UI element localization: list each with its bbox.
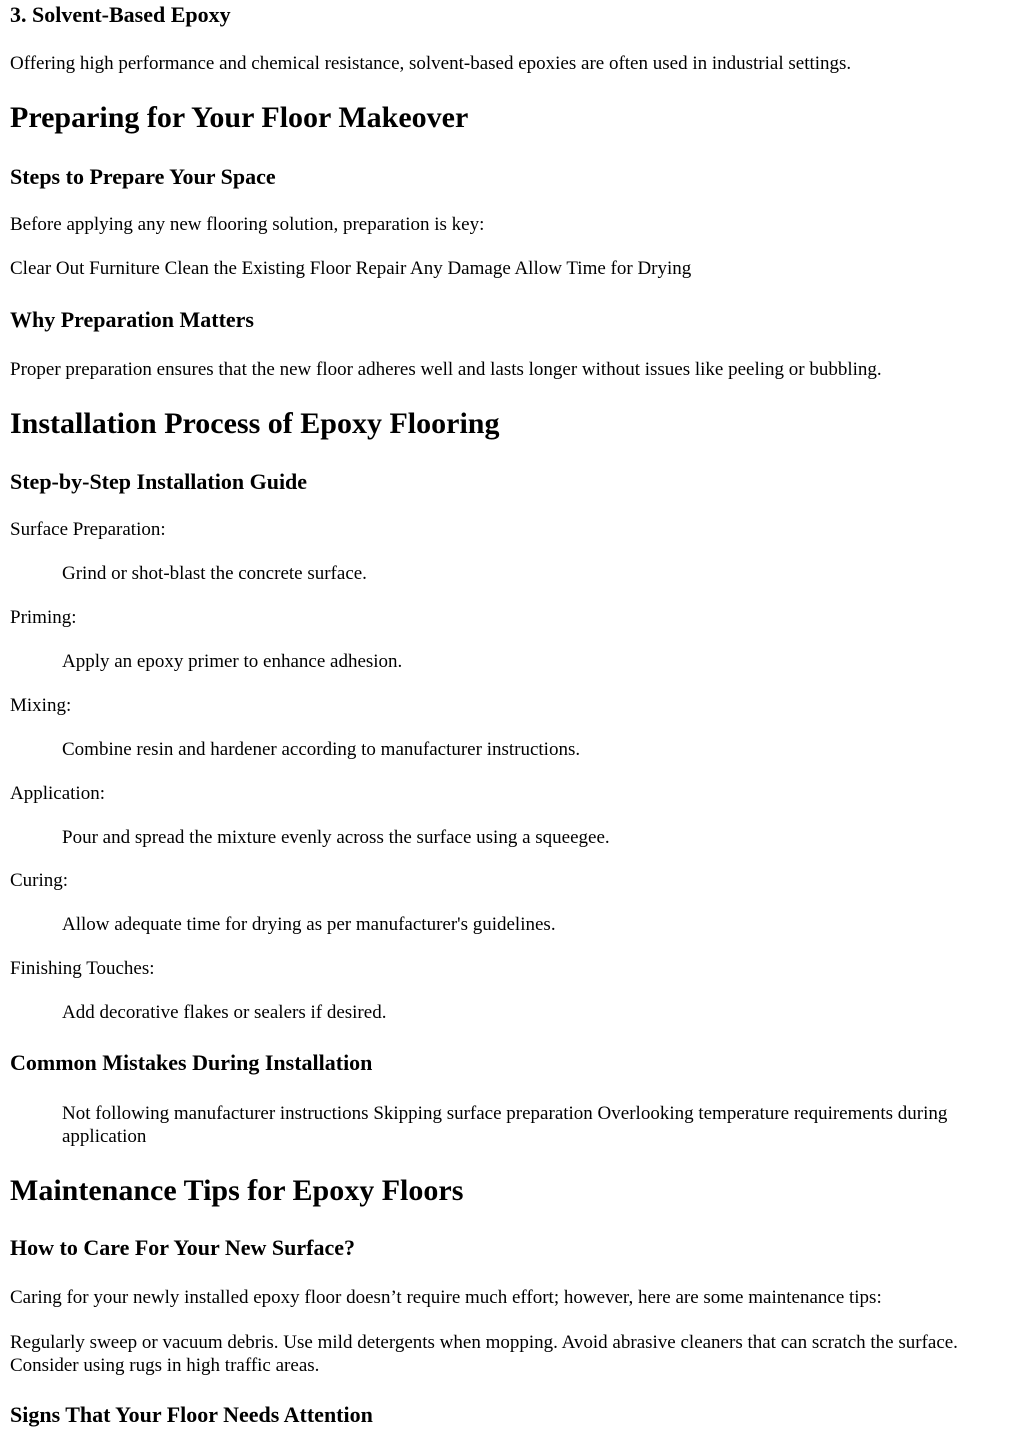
step-term: Surface Preparation: xyxy=(10,519,166,540)
step-description: Apply an epoxy primer to enhance adhesion. xyxy=(62,651,403,672)
heading-why-preparation: Why Preparation Matters xyxy=(10,307,254,332)
heading-care: How to Care For Your New Surface? xyxy=(10,1235,356,1260)
section-heading-solvent-based: 3. Solvent-Based Epoxy xyxy=(10,2,231,27)
step-description: Allow adequate time for drying as per manufacturer's guidelines. xyxy=(62,914,556,935)
step-term: Finishing Touches: xyxy=(10,958,155,979)
step-description: Add decorative flakes or sealers if desired. xyxy=(62,1002,387,1023)
paragraph-prepare-intro: Before applying any new flooring solution, preparation is key: xyxy=(10,214,485,235)
paragraph-why-preparation: Proper preparation ensures that the new floor adheres well and lasts longer without issues like peeling or bubbling. xyxy=(10,359,882,380)
step-description: Grind or shot-blast the concrete surface. xyxy=(62,563,367,584)
step-term: Curing: xyxy=(10,870,69,891)
step-description: Pour and spread the mixture evenly across the surface using a squeegee. xyxy=(62,827,610,848)
heading-signs-attention: Signs That Your Floor Needs Attention xyxy=(10,1402,373,1427)
section-title-installation: Installation Process of Epoxy Flooring xyxy=(10,407,500,440)
paragraph-care-intro: Caring for your newly installed epoxy floor doesn’t require much effort; however, here are some maintenance tips: xyxy=(10,1287,882,1308)
section-title-preparing: Preparing for Your Floor Makeover xyxy=(10,101,469,134)
paragraph-solvent-based: Offering high performance and chemical resistance, solvent-based epoxies are often used in industrial settings. xyxy=(10,53,852,74)
step-description: Combine resin and hardener according to manufacturer instructions. xyxy=(62,739,581,760)
heading-steps-prepare: Steps to Prepare Your Space xyxy=(10,164,276,189)
step-term: Application: xyxy=(10,783,105,804)
step-term: Priming: xyxy=(10,607,77,628)
maintenance-tips-list: Regularly sweep or vacuum debris. Use mild detergents when mopping. Avoid abrasive cleaners that can scratch the surface. Consider using rugs in high traffic areas. xyxy=(10,1332,958,1376)
prepare-steps-list: Clear Out Furniture Clean the Existing Floor Repair Any Damage Allow Time for Drying xyxy=(10,258,692,279)
heading-common-mistakes: Common Mistakes During Installation xyxy=(10,1050,373,1075)
mistakes-list: Not following manufacturer instructions Skipping surface preparation Overlooking temperature requirements during application xyxy=(62,1103,948,1147)
step-term: Mixing: xyxy=(10,695,72,716)
section-title-maintenance: Maintenance Tips for Epoxy Floors xyxy=(10,1174,464,1207)
heading-installation-guide: Step-by-Step Installation Guide xyxy=(10,469,308,494)
